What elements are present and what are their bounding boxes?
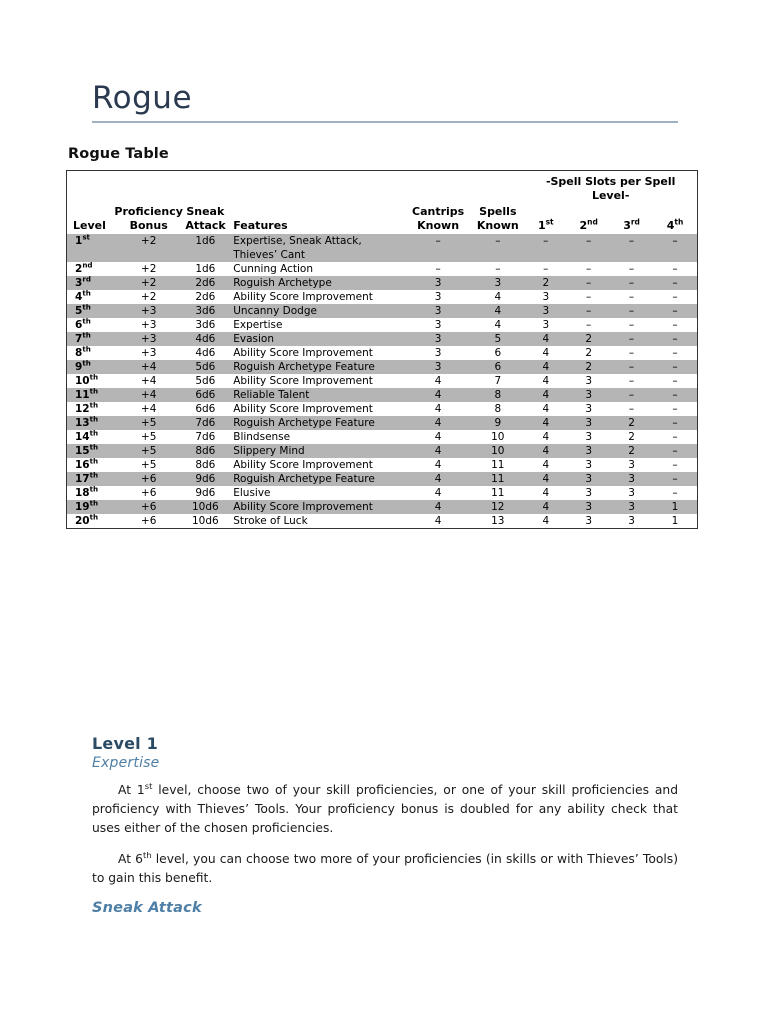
paragraph-expertise-2: At 6th level, you can choose two more of your proficiencies (in skills or with Thieves’ Tools) to gain this benefit. (92, 849, 678, 885)
cell-spells-known: 10 (471, 444, 524, 458)
table-row (67, 430, 697, 444)
cell-proficiency-bonus: +2 (140, 291, 157, 303)
cell-slot-2nd: 3 (567, 472, 610, 486)
cell-cantrips-known: 4 (434, 487, 442, 499)
header-cantrips-known: Cantrips Known (412, 205, 465, 232)
cell-slot-2nd: 3 (585, 403, 593, 415)
cell-slot-3rd: 3 (628, 515, 635, 527)
cell-slot-2nd: – (567, 304, 610, 318)
cell-slot-4th: – (672, 319, 678, 331)
cell-level: 12th (75, 400, 99, 415)
table-row (67, 276, 697, 290)
cell-features: Roguish Archetype Feature (225, 472, 405, 486)
cell-slot-2nd: 2 (567, 360, 610, 374)
cell-cantrips-known: – (405, 234, 471, 262)
cell-slot-4th: – (672, 291, 678, 303)
cell-level: 18th (75, 484, 99, 499)
header-slot-4th: 4th (666, 217, 684, 232)
header-features: Features (233, 219, 288, 232)
section-heading-level-1: Level 1 (92, 734, 158, 753)
cell-level: 11th (67, 388, 112, 402)
cell-level: 1st (67, 234, 112, 262)
title-divider (92, 121, 678, 123)
table-row (67, 402, 697, 416)
cell-level: 2nd (75, 260, 93, 275)
cell-slot-4th: – (653, 416, 697, 430)
cell-slot-3rd: – (628, 291, 635, 303)
cell-cantrips-known: 4 (405, 472, 471, 486)
table-heading: Rogue Table (68, 146, 169, 162)
table-row (67, 486, 697, 500)
cell-features: Evasion (225, 332, 405, 346)
cell-proficiency-bonus: +5 (112, 444, 186, 458)
cell-proficiency-bonus: +4 (140, 403, 157, 415)
cell-cantrips-known: 3 (405, 276, 471, 290)
cell-features: Roguish Archetype Feature (225, 416, 405, 430)
cell-slot-3rd: 3 (610, 500, 653, 514)
cell-slot-3rd: 3 (628, 487, 635, 499)
cell-cantrips-known: 4 (434, 515, 442, 527)
cell-sneak-attack: 10d6 (191, 515, 219, 527)
table-row (67, 234, 697, 262)
cell-slot-2nd: – (567, 234, 610, 262)
page-title: Rogue (92, 80, 193, 116)
cell-cantrips-known: 4 (405, 444, 471, 458)
cell-spells-known: – (471, 234, 524, 262)
cell-slot-4th: – (653, 472, 697, 486)
header-slot-3rd: 3rd (623, 217, 640, 232)
cell-spells-known: 9 (471, 416, 524, 430)
cell-slot-4th: – (672, 263, 678, 275)
cell-slot-2nd: 3 (567, 388, 610, 402)
cell-slot-1st: 3 (542, 319, 550, 331)
cell-cantrips-known: 4 (434, 375, 442, 387)
cell-slot-4th: – (653, 444, 697, 458)
cell-slot-1st: 4 (524, 360, 567, 374)
rogue-table-container (66, 170, 698, 529)
header-level: Level (73, 219, 106, 232)
cell-slot-3rd: – (628, 375, 635, 387)
cell-slot-1st: 4 (542, 375, 550, 387)
cell-slot-2nd: – (567, 276, 610, 290)
cell-slot-1st: 2 (524, 276, 567, 290)
cell-sneak-attack: 7d6 (195, 431, 216, 443)
cell-slot-4th: – (672, 459, 678, 471)
cell-proficiency-bonus: +2 (112, 234, 186, 262)
cell-sneak-attack: 6d6 (195, 403, 216, 415)
cell-proficiency-bonus: +3 (112, 332, 186, 346)
cell-features: Ability Score Improvement (233, 291, 373, 303)
cell-slot-2nd: 2 (567, 332, 610, 346)
cell-slot-3rd: – (610, 332, 653, 346)
header-slot-1st: 1st (537, 217, 554, 232)
cell-sneak-attack: 5d6 (185, 360, 225, 374)
cell-sneak-attack: 8d6 (185, 444, 225, 458)
cell-spells-known: 11 (491, 459, 505, 471)
cell-proficiency-bonus: +4 (112, 360, 186, 374)
cell-cantrips-known: 3 (434, 291, 442, 303)
cell-spells-known: 3 (471, 276, 524, 290)
cell-cantrips-known: 3 (405, 332, 471, 346)
cell-slot-3rd: – (610, 388, 653, 402)
cell-proficiency-bonus: +6 (112, 500, 186, 514)
cell-sneak-attack: 4d6 (185, 332, 225, 346)
cell-features: Stroke of Luck (233, 515, 308, 527)
cell-spells-known: 6 (471, 360, 524, 374)
cell-level: 17th (67, 472, 112, 486)
cell-sneak-attack: 9d6 (185, 472, 225, 486)
table-header-group-row (67, 171, 697, 205)
table-row (67, 514, 697, 528)
cell-features: Ability Score Improvement (233, 375, 373, 387)
cell-proficiency-bonus: +3 (140, 319, 157, 331)
cell-slot-2nd: – (586, 319, 592, 331)
table-row (67, 500, 697, 514)
cell-slot-1st: 3 (542, 291, 550, 303)
cell-slot-3rd: – (628, 403, 635, 415)
cell-proficiency-bonus: +2 (140, 263, 157, 275)
cell-slot-2nd: 3 (567, 416, 610, 430)
cell-proficiency-bonus: +5 (140, 431, 157, 443)
cell-sneak-attack: 7d6 (185, 416, 225, 430)
cell-cantrips-known: 4 (434, 459, 442, 471)
cell-spells-known: 12 (471, 500, 524, 514)
cell-features: Roguish Archetype (225, 276, 405, 290)
cell-spells-known: 8 (494, 403, 502, 415)
cell-slot-2nd: – (586, 291, 592, 303)
table-header-row (67, 205, 697, 234)
cell-sneak-attack: 1d6 (195, 263, 216, 275)
cell-cantrips-known: 4 (405, 416, 471, 430)
section-subheading-sneak-attack: Sneak Attack (92, 900, 202, 916)
cell-slot-2nd: 3 (585, 515, 593, 527)
cell-slot-3rd: – (628, 347, 635, 359)
cell-slot-4th: – (672, 347, 678, 359)
cell-level: 13th (67, 416, 112, 430)
cell-sneak-attack: 4d6 (195, 347, 216, 359)
cell-sneak-attack: 6d6 (185, 388, 225, 402)
table-row (67, 374, 697, 388)
cell-sneak-attack: 1d6 (185, 234, 225, 262)
cell-slot-4th: – (653, 332, 697, 346)
cell-cantrips-known: 4 (405, 500, 471, 514)
cell-spells-known: 4 (494, 291, 502, 303)
cell-features: Uncanny Dodge (225, 304, 405, 318)
paragraph-expertise-1: At 1st level, choose two of your skill proficiencies, or one of your skill proficiencies and proficiency with Thieves’ Tools. Your proficiency bonus is doubled for any ability check that uses either of the chosen proficiencies. (92, 780, 679, 835)
cell-slot-2nd: 3 (585, 487, 593, 499)
cell-sneak-attack: 9d6 (195, 487, 216, 499)
cell-level: 8th (75, 344, 91, 359)
table-row (67, 458, 697, 472)
cell-proficiency-bonus: +3 (112, 304, 186, 318)
cell-slot-1st: 4 (542, 403, 550, 415)
cell-features: Elusive (233, 487, 271, 499)
cell-slot-1st: 4 (542, 459, 550, 471)
header-spacer (67, 171, 524, 205)
cell-slot-4th: – (672, 487, 678, 499)
cell-sneak-attack: 3d6 (185, 304, 225, 318)
cell-spells-known: 11 (471, 472, 524, 486)
cell-slot-2nd: 3 (585, 431, 593, 443)
cell-cantrips-known: 3 (405, 360, 471, 374)
cell-slot-3rd: – (610, 304, 653, 318)
cell-slot-1st: 4 (524, 500, 567, 514)
cell-sneak-attack: 8d6 (195, 459, 216, 471)
cell-proficiency-bonus: +4 (112, 388, 186, 402)
rogue-table (67, 171, 697, 528)
table-row (67, 472, 697, 486)
cell-slot-2nd: 3 (567, 500, 610, 514)
cell-level: 4th (75, 288, 91, 303)
cell-proficiency-bonus: +3 (140, 347, 157, 359)
cell-slot-1st: 4 (542, 487, 550, 499)
cell-cantrips-known: 4 (434, 403, 442, 415)
cell-proficiency-bonus: +6 (140, 487, 157, 499)
cell-proficiency-bonus: +2 (112, 276, 186, 290)
cell-slot-4th: 1 (671, 515, 679, 527)
cell-slot-1st: 4 (524, 472, 567, 486)
cell-level: 9th (67, 360, 112, 374)
title-block (92, 82, 678, 123)
cell-level: 14th (75, 428, 99, 443)
cell-level: 7th (67, 332, 112, 346)
cell-level: 3rd (67, 276, 112, 290)
cell-sneak-attack: 3d6 (195, 319, 216, 331)
header-sneak-attack: Sneak Attack (185, 205, 226, 232)
cell-slot-1st: 4 (542, 431, 550, 443)
cell-slot-3rd: – (610, 360, 653, 374)
header-proficiency-bonus: Proficiency Bonus (114, 205, 183, 232)
cell-spells-known: 13 (491, 515, 505, 527)
cell-slot-3rd: 2 (610, 416, 653, 430)
cell-features: Roguish Archetype Feature (225, 360, 405, 374)
table-row (67, 416, 697, 430)
cell-slot-2nd: 2 (585, 347, 593, 359)
cell-slot-4th: – (672, 375, 678, 387)
cell-slot-1st: 4 (524, 416, 567, 430)
cell-slot-2nd: 3 (585, 459, 593, 471)
cell-slot-1st: 4 (542, 347, 550, 359)
cell-slot-1st: 4 (524, 332, 567, 346)
cell-spells-known: – (495, 263, 501, 275)
table-row (67, 332, 697, 346)
cell-slot-4th: – (672, 431, 678, 443)
cell-features: Ability Score Improvement (233, 347, 373, 359)
cell-features: Ability Score Improvement (233, 403, 373, 415)
cell-spells-known: 10 (491, 431, 505, 443)
cell-cantrips-known: 4 (405, 388, 471, 402)
section-subheading-expertise: Expertise (92, 755, 160, 771)
cell-spells-known: 6 (494, 347, 502, 359)
cell-spells-known: 4 (494, 319, 502, 331)
cell-features: Blindsense (233, 431, 291, 443)
cell-spells-known: 8 (471, 388, 524, 402)
cell-slot-4th: – (653, 388, 697, 402)
cell-level: 5th (67, 304, 112, 318)
cell-proficiency-bonus: +5 (112, 416, 186, 430)
cell-proficiency-bonus: +6 (112, 472, 186, 486)
cell-slot-1st: – (543, 263, 549, 275)
cell-proficiency-bonus: +5 (140, 459, 157, 471)
cell-features: Expertise, Sneak Attack, Thieves’ Cant (225, 234, 405, 262)
cell-level: 15th (67, 444, 112, 458)
cell-features: Ability Score Improvement (225, 500, 405, 514)
cell-slot-2nd: – (586, 263, 592, 275)
cell-slot-4th: – (672, 403, 678, 415)
header-spell-slots-group: -Spell Slots per Spell Level- (545, 175, 676, 202)
cell-level: 16th (75, 456, 99, 471)
cell-cantrips-known: – (435, 263, 441, 275)
cell-slot-3rd: 3 (628, 459, 635, 471)
cell-slot-3rd: – (628, 263, 635, 275)
cell-cantrips-known: 4 (434, 431, 442, 443)
cell-slot-4th: – (653, 304, 697, 318)
table-row (67, 262, 697, 276)
cell-slot-3rd: – (628, 319, 635, 331)
cell-slot-1st: – (524, 234, 567, 262)
table-row (67, 388, 697, 402)
cell-slot-4th: 1 (653, 500, 697, 514)
cell-slot-4th: – (653, 360, 697, 374)
body-content (92, 734, 678, 926)
cell-spells-known: 11 (491, 487, 505, 499)
cell-spells-known: 4 (471, 304, 524, 318)
cell-cantrips-known: 3 (434, 319, 442, 331)
cell-level: 6th (75, 316, 91, 331)
cell-features: Slippery Mind (225, 444, 405, 458)
table-row (67, 346, 697, 360)
cell-sneak-attack: 2d6 (195, 291, 216, 303)
table-row (67, 360, 697, 374)
cell-spells-known: 7 (494, 375, 502, 387)
cell-level: 20th (75, 512, 99, 527)
cell-sneak-attack: 2d6 (185, 276, 225, 290)
cell-slot-2nd: 3 (567, 444, 610, 458)
cell-cantrips-known: 3 (434, 347, 442, 359)
header-spells-known: Spells Known (476, 205, 519, 232)
table-row (67, 318, 697, 332)
cell-cantrips-known: 3 (405, 304, 471, 318)
cell-features: Reliable Talent (225, 388, 405, 402)
table-body (67, 234, 697, 528)
cell-slot-4th: – (653, 234, 697, 262)
cell-slot-1st: 3 (524, 304, 567, 318)
cell-slot-2nd: 3 (585, 375, 593, 387)
cell-features: Ability Score Improvement (233, 459, 373, 471)
table-row (67, 290, 697, 304)
cell-slot-3rd: 3 (610, 472, 653, 486)
cell-slot-4th: – (653, 276, 697, 290)
cell-slot-3rd: – (610, 276, 653, 290)
cell-slot-3rd: – (610, 234, 653, 262)
cell-slot-1st: 4 (542, 515, 550, 527)
table-row (67, 444, 697, 458)
table-row (67, 304, 697, 318)
cell-proficiency-bonus: +6 (140, 515, 157, 527)
table-header (67, 171, 697, 234)
cell-sneak-attack: 5d6 (195, 375, 216, 387)
cell-level: 10th (75, 372, 99, 387)
cell-spells-known: 5 (471, 332, 524, 346)
cell-slot-1st: 4 (524, 444, 567, 458)
cell-level: 19th (67, 500, 112, 514)
cell-slot-3rd: 2 (610, 444, 653, 458)
header-slot-2nd: 2nd (579, 217, 598, 232)
cell-features: Cunning Action (233, 263, 313, 275)
cell-proficiency-bonus: +4 (140, 375, 157, 387)
cell-features: Expertise (233, 319, 283, 331)
cell-slot-1st: 4 (524, 388, 567, 402)
cell-slot-3rd: 2 (628, 431, 635, 443)
cell-sneak-attack: 10d6 (185, 500, 225, 514)
